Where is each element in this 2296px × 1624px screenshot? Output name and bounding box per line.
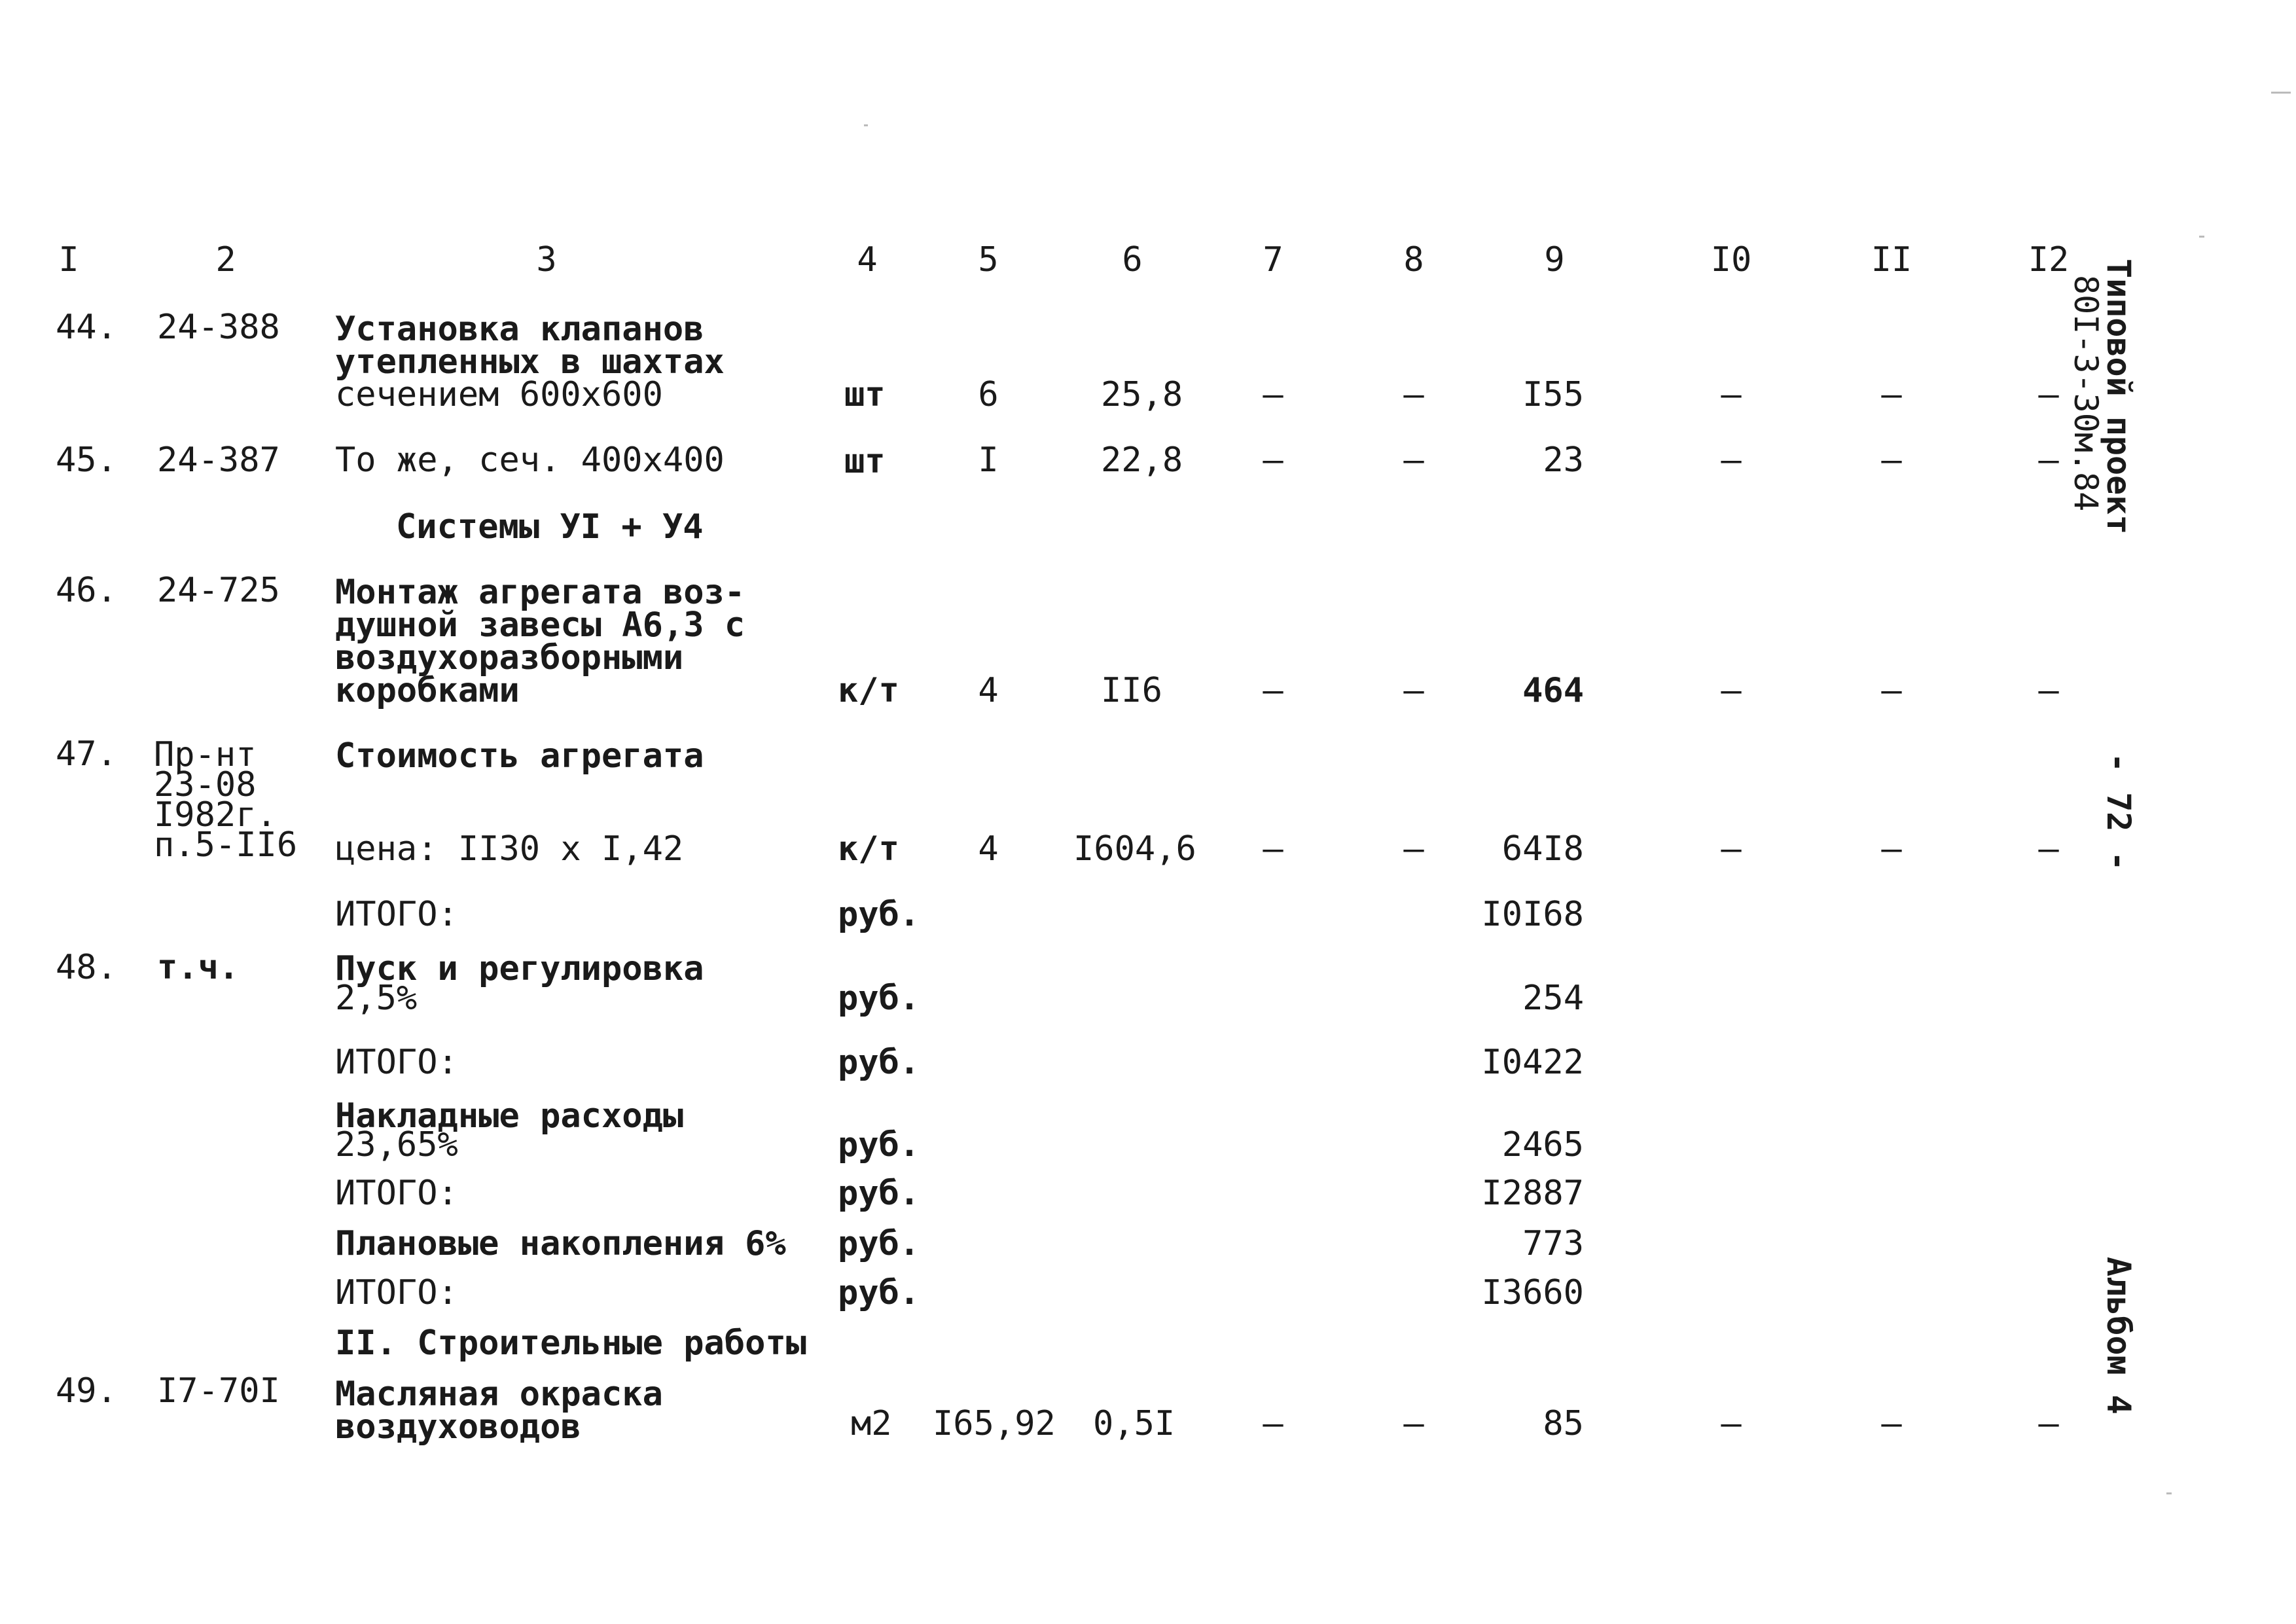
section-heading: II. Строительные работы [335, 1324, 807, 1363]
col-header-8: 8 [1403, 240, 1424, 280]
row-col9: 254 [1522, 979, 1584, 1018]
row-col6: 22,8 [1101, 441, 1183, 480]
row-code: I7-70I [157, 1371, 280, 1411]
row-col6: II6 [1101, 671, 1162, 710]
planned-savings-value: 773 [1522, 1224, 1584, 1263]
row-unit: руб. [838, 1273, 920, 1312]
total-value: I0I68 [1481, 895, 1584, 934]
row-col8: – [1403, 375, 1424, 414]
row-col12: – [2038, 829, 2059, 869]
row-col11: – [1881, 441, 1902, 480]
row-col10: – [1721, 1404, 1742, 1443]
overheads-value: 2465 [1501, 1125, 1584, 1164]
project-code-stamp: 80I-3-30м.84 [2067, 275, 2105, 512]
row-desc-line: воздуховодов [335, 1407, 581, 1447]
row-col10: – [1721, 375, 1742, 414]
row-col5: 6 [978, 375, 999, 414]
total-value: I3660 [1481, 1273, 1584, 1312]
row-desc-line: утепленных в шахтах [335, 342, 725, 382]
row-col7: – [1263, 375, 1283, 414]
row-col8: – [1403, 441, 1424, 480]
col-header-1: I [58, 240, 79, 280]
row-col6: 0,5I [1093, 1404, 1175, 1443]
row-unit: руб. [838, 895, 920, 934]
row-desc-line: 2,5% [335, 979, 418, 1018]
scan-speck [2271, 92, 2291, 94]
total-label: ИТОГО: [335, 1273, 458, 1312]
col-header-6: 6 [1122, 240, 1143, 280]
row-desc-line: душной завесы А6,3 с [335, 605, 745, 645]
page-number: - 72 - [2100, 753, 2138, 871]
row-number: 44. [56, 308, 117, 347]
row-col7: – [1263, 829, 1283, 869]
row-col11: – [1881, 671, 1902, 710]
total-label: ИТОГО: [335, 1174, 458, 1213]
row-desc-line: коробками [335, 671, 520, 710]
row-col6: 25,8 [1101, 375, 1183, 414]
row-unit: м2 [851, 1404, 892, 1443]
row-col12: – [2038, 671, 2059, 710]
col-header-7: 7 [1263, 240, 1283, 280]
row-number: 49. [56, 1371, 117, 1411]
row-code: т.ч. [157, 948, 240, 987]
row-number: 46. [56, 571, 117, 610]
row-col11: – [1881, 375, 1902, 414]
row-col8: – [1403, 671, 1424, 710]
row-desc-line: Монтаж агрегата воз- [335, 573, 745, 612]
row-col5: I65,92 [933, 1404, 1056, 1443]
row-col12: – [2038, 441, 2059, 480]
row-desc-line: То же, сеч. 400х400 [335, 441, 725, 480]
row-col7: – [1263, 1404, 1283, 1443]
row-col9: 23 [1543, 441, 1584, 480]
row-unit: руб. [838, 1043, 920, 1082]
row-unit: к/т [838, 829, 899, 869]
project-title-stamp: Типовой проект [2100, 259, 2138, 535]
total-value: I2887 [1481, 1174, 1584, 1213]
row-number: 48. [56, 948, 117, 987]
overheads-percent: 23,65% [335, 1125, 458, 1164]
row-col11: – [1881, 1404, 1902, 1443]
row-col5: I [978, 441, 999, 480]
total-label: ИТОГО: [335, 895, 458, 934]
row-col12: – [2038, 375, 2059, 414]
overheads-label: Накладные расходы [335, 1096, 684, 1136]
col-header-2: 2 [215, 240, 236, 280]
row-col5: 4 [978, 829, 999, 869]
col-header-3: 3 [536, 240, 557, 280]
scan-speck [2166, 1492, 2172, 1494]
row-col8: – [1403, 829, 1424, 869]
row-code-line: п.5-II6 [154, 825, 298, 865]
row-number: 47. [56, 734, 117, 774]
total-value: I0422 [1481, 1043, 1584, 1082]
row-desc-line: Масляная окраска [335, 1375, 663, 1414]
scan-speck [864, 124, 868, 126]
row-desc-line: воздухоразборными [335, 638, 684, 677]
row-desc-line: Пуск и регулировка [335, 949, 704, 988]
row-unit: руб. [838, 1174, 920, 1213]
row-unit: руб. [838, 979, 920, 1018]
row-number: 45. [56, 441, 117, 480]
planned-savings-label: Плановые накопления 6% [335, 1224, 786, 1263]
row-col12: – [2038, 1404, 2059, 1443]
col-header-11: II [1871, 240, 1912, 280]
row-col10: – [1721, 829, 1742, 869]
row-col10: – [1721, 441, 1742, 480]
row-unit: руб. [838, 1125, 920, 1164]
row-desc-line: Установка клапанов [335, 310, 704, 349]
row-code-line: Пр-нт [154, 735, 257, 774]
col-header-10: I0 [1710, 240, 1752, 280]
row-col10: – [1721, 671, 1742, 710]
row-code: 24-387 [157, 441, 280, 480]
row-col8: – [1403, 1404, 1424, 1443]
col-header-12: I2 [2028, 240, 2070, 280]
scan-speck [2199, 236, 2204, 238]
row-desc-line: сечением 600х600 [335, 375, 663, 414]
row-code: 24-725 [157, 571, 280, 610]
row-col9: 464 [1522, 671, 1584, 710]
row-code: 24-388 [157, 308, 280, 347]
col-header-5: 5 [978, 240, 999, 280]
row-col9: 85 [1543, 1404, 1584, 1443]
row-desc-line: Стоимость агрегата [335, 736, 704, 776]
col-header-4: 4 [857, 240, 878, 280]
total-label: ИТОГО: [335, 1043, 458, 1082]
row-col7: – [1263, 671, 1283, 710]
row-unit: к/т [838, 671, 899, 710]
row-col9: I55 [1522, 375, 1584, 414]
row-col11: – [1881, 829, 1902, 869]
section-heading: Системы УI + У4 [396, 507, 704, 547]
col-header-9: 9 [1544, 240, 1565, 280]
row-code-line: 23-08 [154, 765, 257, 804]
row-unit: руб. [838, 1224, 920, 1263]
row-col6: I604,6 [1073, 829, 1196, 869]
row-col7: – [1263, 441, 1283, 480]
row-col5: 4 [978, 671, 999, 710]
row-code-line: I982г. [154, 795, 277, 835]
row-unit: шт [844, 442, 886, 481]
row-unit: шт [844, 375, 886, 414]
album-label: Альбом 4 [2100, 1257, 2138, 1415]
row-col9: 64I8 [1501, 829, 1584, 869]
row-price-line: цена: II30 х I,42 [335, 829, 684, 869]
